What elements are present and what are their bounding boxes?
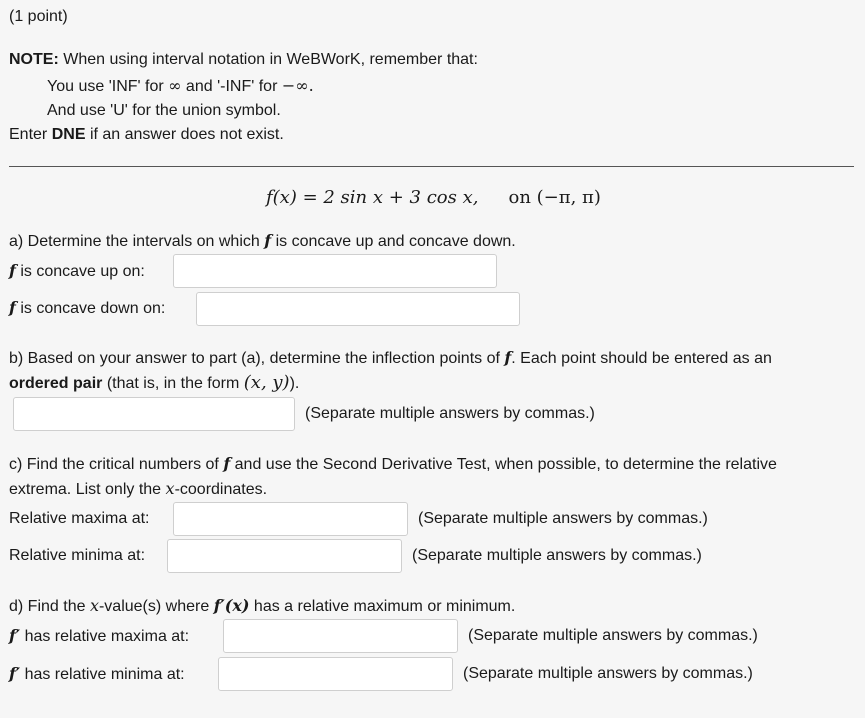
part-a-prompt: a) Determine the intervals on which f is concave up and concave down.	[9, 231, 516, 250]
part-c-prompt: c) Find the critical numbers of f and use the Second Derivative Test, when possible, to determine the relative	[9, 454, 777, 473]
infinity-symbol: ∞	[168, 76, 182, 95]
fprime-minima-input[interactable]	[218, 657, 453, 691]
relative-minima-hint: (Separate multiple answers by commas.)	[412, 547, 702, 564]
part-d-prompt: d) Find the x-value(s) where f′(x) has a relative maximum or minimum.	[9, 596, 516, 615]
relative-maxima-label: Relative maxima at:	[9, 510, 150, 527]
neg-infinity-symbol: −∞.	[281, 76, 314, 95]
note-line-1: NOTE: When using interval notation in WeBWorK, remember that:	[9, 51, 478, 68]
fprime-minima-label: f′ has relative minima at:	[9, 664, 185, 683]
concave-down-input[interactable]	[196, 292, 520, 326]
concave-down-label: f is concave down on:	[9, 298, 166, 317]
point-value: (1 point)	[9, 8, 68, 25]
fprime-maxima-label: f′ has relative maxima at:	[9, 626, 190, 645]
relative-minima-label: Relative minima at:	[9, 547, 146, 564]
fprime-maxima-input[interactable]	[223, 619, 458, 653]
note-label: NOTE:	[9, 51, 59, 68]
concave-up-input[interactable]	[173, 254, 497, 288]
note-line-3: And use 'U' for the union symbol.	[47, 102, 281, 119]
function-equation: f(x) = 2 sin x + 3 cos x, on (−π, π)	[266, 187, 601, 208]
note-line-2: You use 'INF' for ∞ and '-INF' for −∞.	[47, 76, 314, 95]
divider	[9, 166, 854, 167]
part-b-prompt-line-2: ordered pair (that is, in the form (x, y)).	[9, 372, 300, 393]
part-b-prompt: b) Based on your answer to part (a), determine the inflection points of f. Each point should be entered as an	[9, 348, 772, 367]
relative-minima-input[interactable]	[167, 539, 402, 573]
inflection-points-input[interactable]	[13, 397, 295, 431]
part-c-prompt-line-2: extrema. List only the x-coordinates.	[9, 479, 268, 498]
inflection-hint: (Separate multiple answers by commas.)	[305, 405, 595, 422]
concave-up-label: f is concave up on:	[9, 261, 145, 280]
fprime-minima-hint: (Separate multiple answers by commas.)	[463, 665, 753, 682]
dne-keyword: DNE	[51, 126, 86, 143]
note-line-4: Enter DNE if an answer does not exist.	[9, 126, 284, 143]
relative-maxima-hint: (Separate multiple answers by commas.)	[418, 510, 708, 527]
fprime-maxima-hint: (Separate multiple answers by commas.)	[468, 627, 758, 644]
relative-maxima-input[interactable]	[173, 502, 408, 536]
